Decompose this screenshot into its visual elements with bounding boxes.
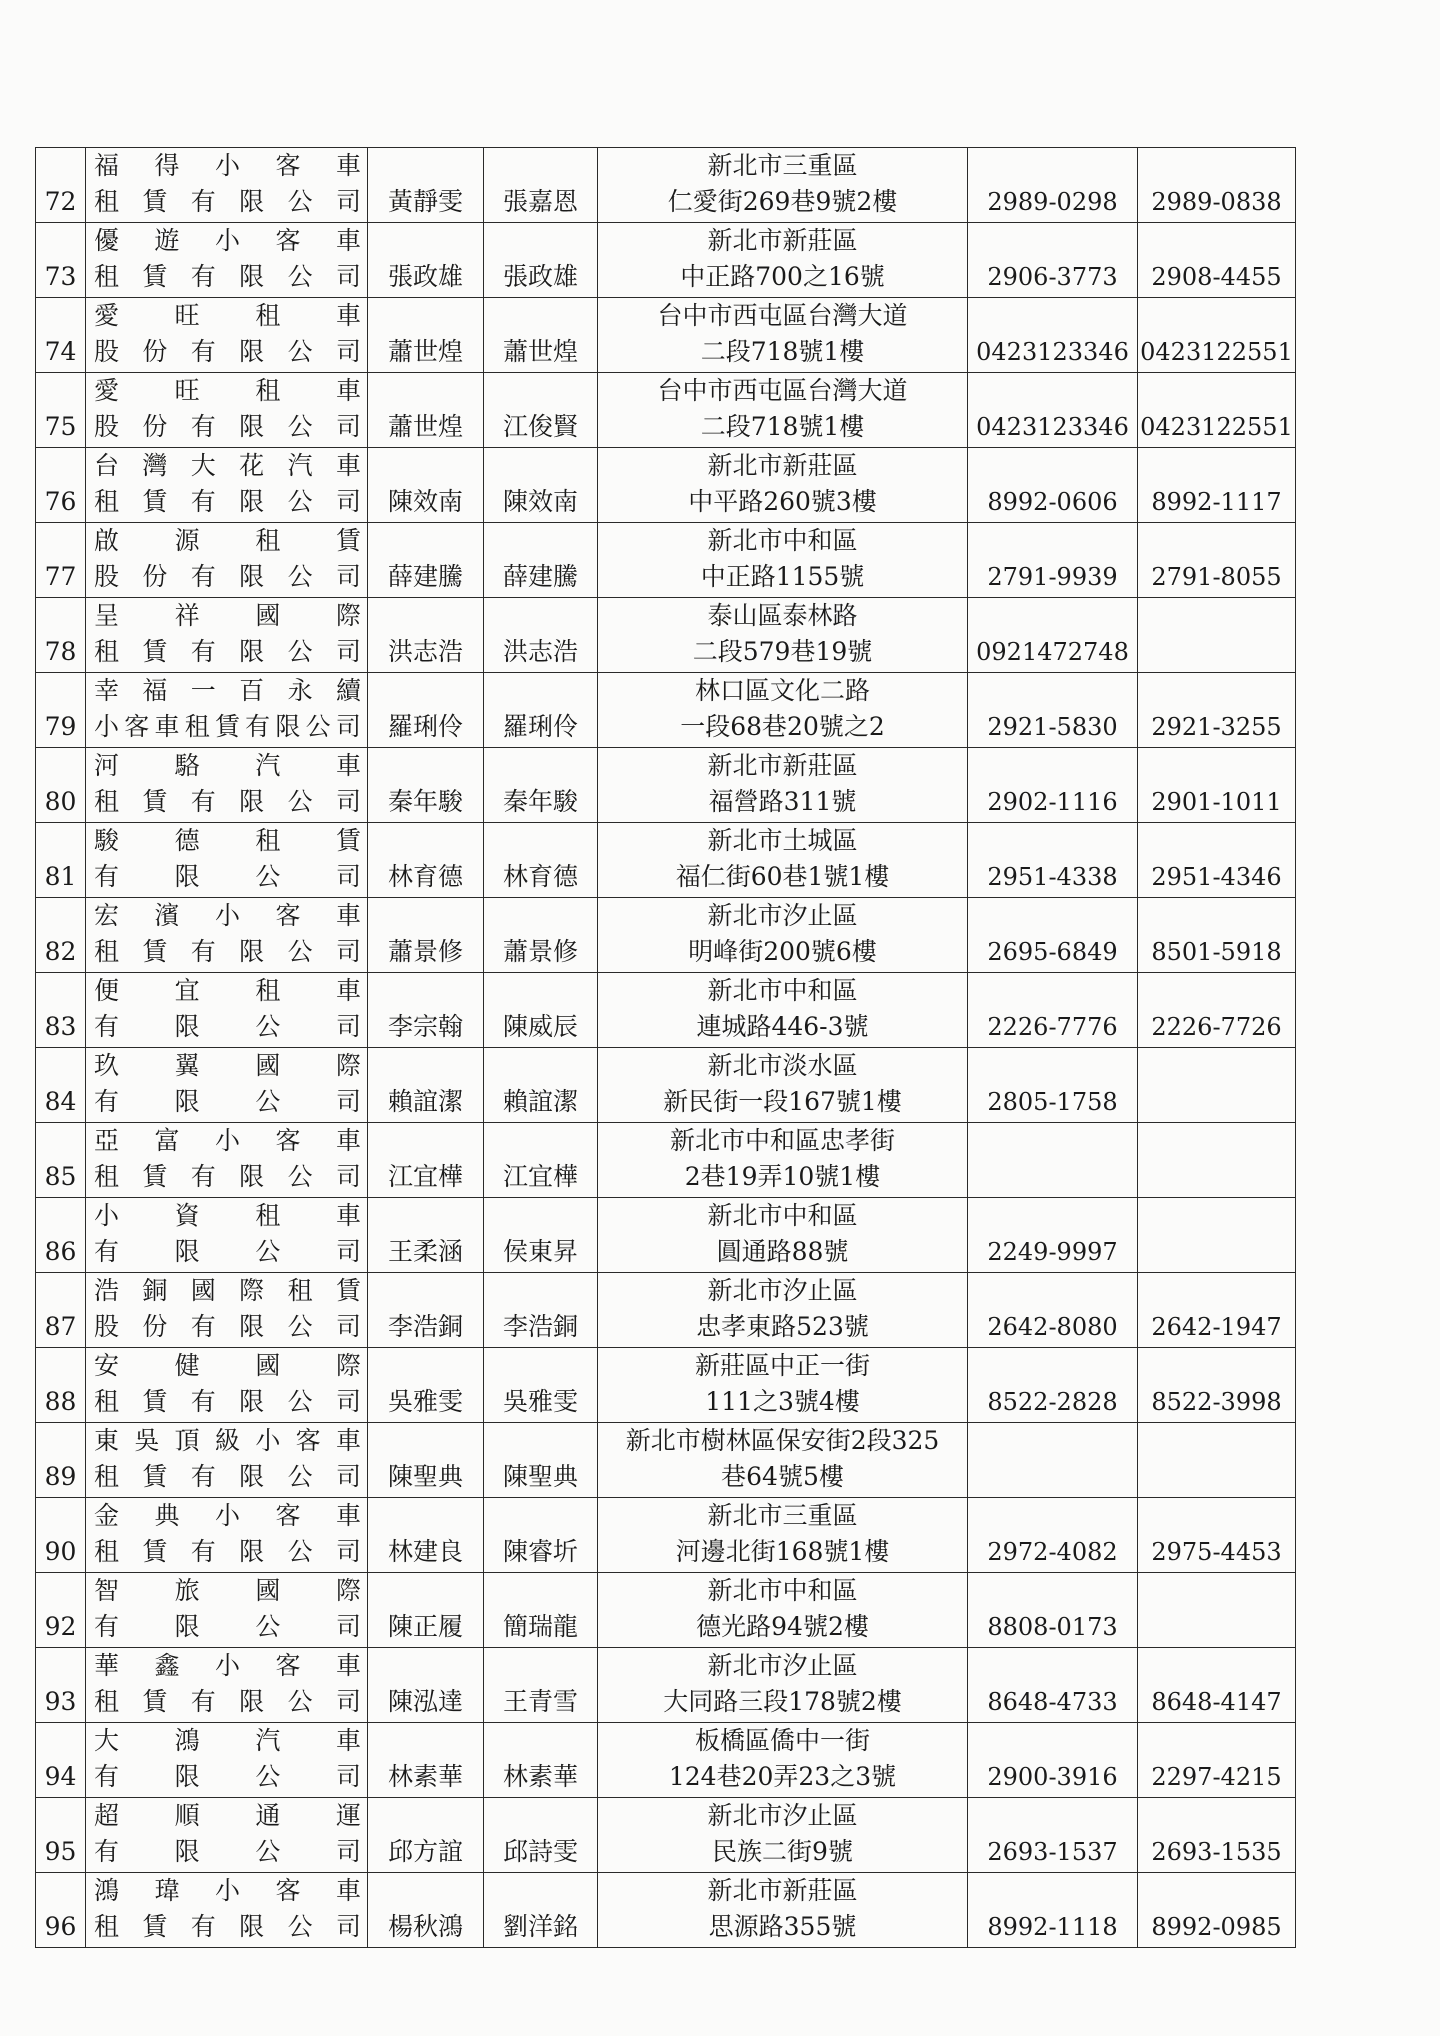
company-name-line: 租 賃 有 限 公 司 (94, 487, 361, 516)
table-row (36, 973, 1296, 1048)
company-name-cell (86, 1273, 368, 1348)
address-line: 124巷20弄23之3號 (668, 1762, 897, 1791)
telephone-cell: 2951-4338 (968, 823, 1138, 898)
address-cell (598, 1348, 968, 1423)
address-line: 忠孝東路523號 (696, 1312, 869, 1341)
company-name-line: 玖 翼 國 際 (94, 1051, 361, 1080)
company-name-line: 安 健 國 際 (94, 1351, 361, 1380)
company-name-line: 股 份 有 限 公 司 (94, 562, 361, 591)
company-name-cell (86, 748, 368, 823)
contact-person-cell: 林育德 (484, 823, 598, 898)
telephone-cell: 2921-5830 (968, 673, 1138, 748)
contact-person-cell: 薛建騰 (484, 523, 598, 598)
contact-person-cell: 羅琍伶 (484, 673, 598, 748)
company-name-cell (86, 1423, 368, 1498)
company-name-cell (86, 1123, 368, 1198)
fax-cell: 2989-0838 (1138, 148, 1296, 223)
representative-cell: 蕭景修 (368, 898, 484, 973)
fax-cell: 8992-0985 (1138, 1873, 1296, 1948)
company-name-line: 亞 富 小 客 車 (94, 1126, 361, 1155)
company-name-cell (86, 598, 368, 673)
fax-cell: 8648-4147 (1138, 1648, 1296, 1723)
rental-company-table (35, 147, 1296, 1948)
address-cell (598, 823, 968, 898)
address-line: 圓通路88號 (716, 1237, 849, 1266)
address-line: 一段68巷20號之2 (680, 712, 885, 741)
company-name-cell (86, 673, 368, 748)
company-name-line: 股 份 有 限 公 司 (94, 337, 361, 366)
company-name-line: 宏 濱 小 客 車 (94, 901, 361, 930)
company-name-line: 有 限 公 司 (94, 1762, 361, 1791)
row-number-cell: 73 (36, 223, 86, 298)
company-name-line: 租 賃 有 限 公 司 (94, 1387, 361, 1416)
address-cell (598, 1723, 968, 1798)
company-name-line: 小 客 車 租 賃 有 限 公 司 (94, 712, 361, 741)
row-number-cell: 78 (36, 598, 86, 673)
table-row (36, 673, 1296, 748)
representative-cell: 張政雄 (368, 223, 484, 298)
address-line: 泰山區泰林路 (707, 601, 858, 630)
address-line: 民族二街9號 (712, 1837, 853, 1866)
table-row (36, 898, 1296, 973)
fax-cell: 8992-1117 (1138, 448, 1296, 523)
representative-cell: 蕭世煌 (368, 373, 484, 448)
company-name-line: 小 資 租 車 (94, 1201, 361, 1230)
address-line: 中平路260號3樓 (688, 487, 877, 516)
contact-person-cell: 簡瑞龍 (484, 1573, 598, 1648)
address-line: 新北市新莊區 (707, 1876, 858, 1905)
company-name-line: 大 鴻 汽 車 (94, 1726, 361, 1755)
company-name-cell (86, 448, 368, 523)
row-number-cell: 85 (36, 1123, 86, 1198)
address-line: 大同路三段178號2樓 (663, 1687, 902, 1716)
contact-person-cell: 李浩銅 (484, 1273, 598, 1348)
address-cell (598, 1498, 968, 1573)
telephone-cell: 8648-4733 (968, 1648, 1138, 1723)
representative-cell: 王柔涵 (368, 1198, 484, 1273)
company-name-cell (86, 1048, 368, 1123)
contact-person-cell: 洪志浩 (484, 598, 598, 673)
representative-cell: 薛建騰 (368, 523, 484, 598)
representative-cell: 秦年駿 (368, 748, 484, 823)
contact-person-cell: 蕭世煌 (484, 298, 598, 373)
company-name-cell (86, 373, 368, 448)
contact-person-cell: 江宜樺 (484, 1123, 598, 1198)
address-line: 2巷19弄10號1樓 (684, 1162, 881, 1191)
address-line: 巷64號5樓 (721, 1462, 844, 1491)
row-number-cell: 93 (36, 1648, 86, 1723)
company-name-line: 便 宜 租 車 (94, 976, 361, 1005)
table-row (36, 1498, 1296, 1573)
company-name-line: 租 賃 有 限 公 司 (94, 937, 361, 966)
fax-cell: 2908-4455 (1138, 223, 1296, 298)
row-number-cell: 90 (36, 1498, 86, 1573)
contact-person-cell: 陳威辰 (484, 973, 598, 1048)
company-name-line: 租 賃 有 限 公 司 (94, 787, 361, 816)
telephone-cell: 2249-9997 (968, 1198, 1138, 1273)
address-line: 新北市中和區 (707, 1576, 858, 1605)
representative-cell: 陳正履 (368, 1573, 484, 1648)
telephone-cell: 8992-1118 (968, 1873, 1138, 1948)
company-name-line: 租 賃 有 限 公 司 (94, 637, 361, 666)
telephone-cell: 2902-1116 (968, 748, 1138, 823)
table-row (36, 1198, 1296, 1273)
representative-cell: 林素華 (368, 1723, 484, 1798)
company-name-line: 股 份 有 限 公 司 (94, 1312, 361, 1341)
contact-person-cell: 蕭景修 (484, 898, 598, 973)
company-name-line: 台 灣 大 花 汽 車 (94, 451, 361, 480)
address-cell (598, 1648, 968, 1723)
fax-cell: 2791-8055 (1138, 523, 1296, 598)
company-name-line: 股 份 有 限 公 司 (94, 412, 361, 441)
company-name-line: 租 賃 有 限 公 司 (94, 262, 361, 291)
contact-person-cell: 秦年駿 (484, 748, 598, 823)
telephone-cell: 8522-2828 (968, 1348, 1138, 1423)
address-line: 新北市汐止區 (707, 1651, 858, 1680)
fax-cell: 2951-4346 (1138, 823, 1296, 898)
company-name-cell (86, 298, 368, 373)
company-name-cell (86, 823, 368, 898)
company-name-line: 鴻 瑋 小 客 車 (94, 1876, 361, 1905)
company-name-line: 幸 福 一 百 永 續 (94, 676, 361, 705)
row-number-cell: 92 (36, 1573, 86, 1648)
address-line: 新北市三重區 (707, 151, 858, 180)
telephone-cell: 0423123346 (968, 373, 1138, 448)
table-row (36, 1573, 1296, 1648)
table-row (36, 748, 1296, 823)
fax-cell (1138, 1423, 1296, 1498)
fax-cell (1138, 598, 1296, 673)
contact-person-cell: 王青雪 (484, 1648, 598, 1723)
address-cell (598, 1123, 968, 1198)
fax-cell: 2901-1011 (1138, 748, 1296, 823)
representative-cell: 江宜樺 (368, 1123, 484, 1198)
table-row (36, 1348, 1296, 1423)
address-line: 連城路446-3號 (696, 1012, 869, 1041)
row-number-cell: 95 (36, 1798, 86, 1873)
address-line: 新北市新莊區 (707, 226, 858, 255)
representative-cell: 陳聖典 (368, 1423, 484, 1498)
company-name-line: 華 鑫 小 客 車 (94, 1651, 361, 1680)
row-number-cell: 96 (36, 1873, 86, 1948)
fax-cell: 2975-4453 (1138, 1498, 1296, 1573)
telephone-cell (968, 1123, 1138, 1198)
representative-cell: 黃靜雯 (368, 148, 484, 223)
contact-person-cell: 江俊賢 (484, 373, 598, 448)
row-number-cell: 89 (36, 1423, 86, 1498)
telephone-cell: 8808-0173 (968, 1573, 1138, 1648)
company-name-line: 租 賃 有 限 公 司 (94, 1687, 361, 1716)
company-name-cell (86, 1648, 368, 1723)
company-name-line: 租 賃 有 限 公 司 (94, 1462, 361, 1491)
address-line: 新北市汐止區 (707, 1276, 858, 1305)
table-row (36, 1798, 1296, 1873)
company-name-line: 租 賃 有 限 公 司 (94, 187, 361, 216)
fax-cell: 2693-1535 (1138, 1798, 1296, 1873)
company-name-line: 愛 旺 租 車 (94, 376, 361, 405)
address-line: 福仁街60巷1號1樓 (675, 862, 890, 891)
address-line: 新北市新莊區 (707, 451, 858, 480)
telephone-cell: 2226-7776 (968, 973, 1138, 1048)
representative-cell: 邱方誼 (368, 1798, 484, 1873)
address-line: 中正路700之16號 (680, 262, 885, 291)
company-name-cell (86, 898, 368, 973)
row-number-cell: 80 (36, 748, 86, 823)
table-row (36, 373, 1296, 448)
representative-cell: 蕭世煌 (368, 298, 484, 373)
contact-person-cell: 張嘉恩 (484, 148, 598, 223)
address-line: 新北市中和區 (707, 526, 858, 555)
contact-person-cell: 陳聖典 (484, 1423, 598, 1498)
address-cell (598, 1873, 968, 1948)
company-name-cell (86, 1798, 368, 1873)
telephone-cell: 2642-8080 (968, 1273, 1138, 1348)
representative-cell: 賴誼潔 (368, 1048, 484, 1123)
row-number-cell: 79 (36, 673, 86, 748)
representative-cell: 林育德 (368, 823, 484, 898)
company-name-line: 東 吳 頂 級 小 客 車 (94, 1426, 361, 1455)
address-line: 明峰街200號6樓 (688, 937, 877, 966)
company-name-cell (86, 1348, 368, 1423)
address-line: 新北市淡水區 (707, 1051, 858, 1080)
address-line: 新莊區中正一街 (694, 1351, 870, 1380)
fax-cell: 8501-5918 (1138, 898, 1296, 973)
table-row (36, 1123, 1296, 1198)
representative-cell: 李宗翰 (368, 973, 484, 1048)
row-number-cell: 88 (36, 1348, 86, 1423)
company-name-line: 福 得 小 客 車 (94, 151, 361, 180)
row-number-cell: 72 (36, 148, 86, 223)
representative-cell: 林建良 (368, 1498, 484, 1573)
company-name-cell (86, 1873, 368, 1948)
contact-person-cell: 吳雅雯 (484, 1348, 598, 1423)
company-name-line: 有 限 公 司 (94, 1837, 361, 1866)
address-line: 新北市三重區 (707, 1501, 858, 1530)
contact-person-cell: 林素華 (484, 1723, 598, 1798)
representative-cell: 陳效南 (368, 448, 484, 523)
address-line: 新北市中和區 (707, 1201, 858, 1230)
row-number-cell: 81 (36, 823, 86, 898)
company-name-line: 租 賃 有 限 公 司 (94, 1162, 361, 1191)
address-line: 二段579巷19號 (692, 637, 873, 666)
address-line: 新北市中和區忠孝街 (669, 1126, 895, 1155)
table-row (36, 598, 1296, 673)
telephone-cell: 2693-1537 (968, 1798, 1138, 1873)
table-row (36, 1273, 1296, 1348)
table-body (36, 148, 1296, 1948)
telephone-cell: 2900-3916 (968, 1723, 1138, 1798)
company-name-cell (86, 1723, 368, 1798)
address-cell (598, 1048, 968, 1123)
row-number-cell: 75 (36, 373, 86, 448)
telephone-cell: 0921472748 (968, 598, 1138, 673)
contact-person-cell: 劉洋銘 (484, 1873, 598, 1948)
row-number-cell: 84 (36, 1048, 86, 1123)
company-name-line: 呈 祥 國 際 (94, 601, 361, 630)
fax-cell: 2921-3255 (1138, 673, 1296, 748)
address-line: 德光路94號2樓 (696, 1612, 869, 1641)
address-cell (598, 148, 968, 223)
address-cell (598, 898, 968, 973)
address-cell (598, 748, 968, 823)
company-name-line: 有 限 公 司 (94, 862, 361, 891)
table-row (36, 1648, 1296, 1723)
address-line: 仁愛街269巷9號2樓 (667, 187, 898, 216)
address-line: 台中市西屯區台灣大道 (657, 376, 908, 405)
table-row (36, 1423, 1296, 1498)
address-cell (598, 523, 968, 598)
address-line: 新北市汐止區 (707, 901, 858, 930)
address-line: 思源路355號 (708, 1912, 857, 1941)
representative-cell: 楊秋鴻 (368, 1873, 484, 1948)
address-line: 河邊北街168號1樓 (675, 1537, 890, 1566)
address-line: 新北市中和區 (707, 976, 858, 1005)
company-name-line: 浩 銅 國 際 租 賃 (94, 1276, 361, 1305)
table-row (36, 223, 1296, 298)
company-name-line: 租 賃 有 限 公 司 (94, 1912, 361, 1941)
address-cell (598, 223, 968, 298)
company-name-cell (86, 1573, 368, 1648)
table-row (36, 448, 1296, 523)
company-name-line: 有 限 公 司 (94, 1087, 361, 1116)
address-line: 二段718號1樓 (700, 412, 865, 441)
company-name-line: 有 限 公 司 (94, 1012, 361, 1041)
address-cell (598, 448, 968, 523)
table-row (36, 523, 1296, 598)
fax-cell (1138, 1573, 1296, 1648)
table-row (36, 1048, 1296, 1123)
company-name-cell (86, 523, 368, 598)
company-name-line: 智 旅 國 際 (94, 1576, 361, 1605)
fax-cell (1138, 1198, 1296, 1273)
telephone-cell: 0423123346 (968, 298, 1138, 373)
address-line: 二段718號1樓 (700, 337, 865, 366)
representative-cell: 陳泓達 (368, 1648, 484, 1723)
telephone-cell (968, 1423, 1138, 1498)
address-cell (598, 1798, 968, 1873)
address-line: 111之3號4樓 (705, 1387, 860, 1416)
representative-cell: 羅琍伶 (368, 673, 484, 748)
company-name-cell (86, 1198, 368, 1273)
company-name-line: 愛 旺 租 車 (94, 301, 361, 330)
address-cell (598, 1273, 968, 1348)
telephone-cell: 2791-9939 (968, 523, 1138, 598)
address-line: 中正路1155號 (700, 562, 865, 591)
table-row (36, 1723, 1296, 1798)
address-cell (598, 1573, 968, 1648)
representative-cell: 李浩銅 (368, 1273, 484, 1348)
company-name-cell (86, 973, 368, 1048)
address-line: 福營路311號 (708, 787, 857, 816)
row-number-cell: 86 (36, 1198, 86, 1273)
contact-person-cell: 賴誼潔 (484, 1048, 598, 1123)
contact-person-cell: 侯東昇 (484, 1198, 598, 1273)
fax-cell (1138, 1123, 1296, 1198)
fax-cell: 2226-7726 (1138, 973, 1296, 1048)
company-name-line: 金 典 小 客 車 (94, 1501, 361, 1530)
address-line: 林口區文化二路 (694, 676, 870, 705)
address-cell (598, 373, 968, 448)
telephone-cell: 2906-3773 (968, 223, 1138, 298)
table-row (36, 1873, 1296, 1948)
company-name-cell (86, 223, 368, 298)
row-number-cell: 76 (36, 448, 86, 523)
telephone-cell: 2805-1758 (968, 1048, 1138, 1123)
representative-cell: 吳雅雯 (368, 1348, 484, 1423)
company-name-cell (86, 148, 368, 223)
address-cell (598, 1198, 968, 1273)
address-cell (598, 973, 968, 1048)
address-cell (598, 1423, 968, 1498)
row-number-cell: 77 (36, 523, 86, 598)
contact-person-cell: 邱詩雯 (484, 1798, 598, 1873)
company-name-cell (86, 1498, 368, 1573)
address-line: 新北市汐止區 (707, 1801, 858, 1830)
fax-cell (1138, 1048, 1296, 1123)
table-row (36, 823, 1296, 898)
row-number-cell: 83 (36, 973, 86, 1048)
address-line: 新民街一段167號1樓 (663, 1087, 902, 1116)
telephone-cell: 2695-6849 (968, 898, 1138, 973)
address-line: 台中市西屯區台灣大道 (657, 301, 908, 330)
telephone-cell: 2989-0298 (968, 148, 1138, 223)
contact-person-cell: 陳效南 (484, 448, 598, 523)
address-cell (598, 298, 968, 373)
fax-cell: 2642-1947 (1138, 1273, 1296, 1348)
contact-person-cell: 張政雄 (484, 223, 598, 298)
address-cell (598, 598, 968, 673)
table-row (36, 298, 1296, 373)
address-cell (598, 673, 968, 748)
address-line: 新北市新莊區 (707, 751, 858, 780)
fax-cell: 0423122551 (1138, 298, 1296, 373)
company-name-line: 有 限 公 司 (94, 1612, 361, 1641)
company-name-line: 優 遊 小 客 車 (94, 226, 361, 255)
fax-cell: 0423122551 (1138, 373, 1296, 448)
row-number-cell: 87 (36, 1273, 86, 1348)
representative-cell: 洪志浩 (368, 598, 484, 673)
table-row (36, 148, 1296, 223)
row-number-cell: 82 (36, 898, 86, 973)
fax-cell: 2297-4215 (1138, 1723, 1296, 1798)
company-name-line: 有 限 公 司 (94, 1237, 361, 1266)
company-name-line: 駿 德 租 賃 (94, 826, 361, 855)
row-number-cell: 94 (36, 1723, 86, 1798)
telephone-cell: 2972-4082 (968, 1498, 1138, 1573)
telephone-cell: 8992-0606 (968, 448, 1138, 523)
row-number-cell: 74 (36, 298, 86, 373)
company-name-line: 租 賃 有 限 公 司 (94, 1537, 361, 1566)
company-name-line: 河 駱 汽 車 (94, 751, 361, 780)
fax-cell: 8522-3998 (1138, 1348, 1296, 1423)
address-line: 新北市樹林區保安街2段325 (625, 1426, 940, 1455)
company-name-line: 超 順 通 運 (94, 1801, 361, 1830)
company-name-line: 啟 源 租 賃 (94, 526, 361, 555)
address-line: 板橋區僑中一街 (694, 1726, 870, 1755)
contact-person-cell: 陳睿圻 (484, 1498, 598, 1573)
address-line: 新北市土城區 (707, 826, 858, 855)
